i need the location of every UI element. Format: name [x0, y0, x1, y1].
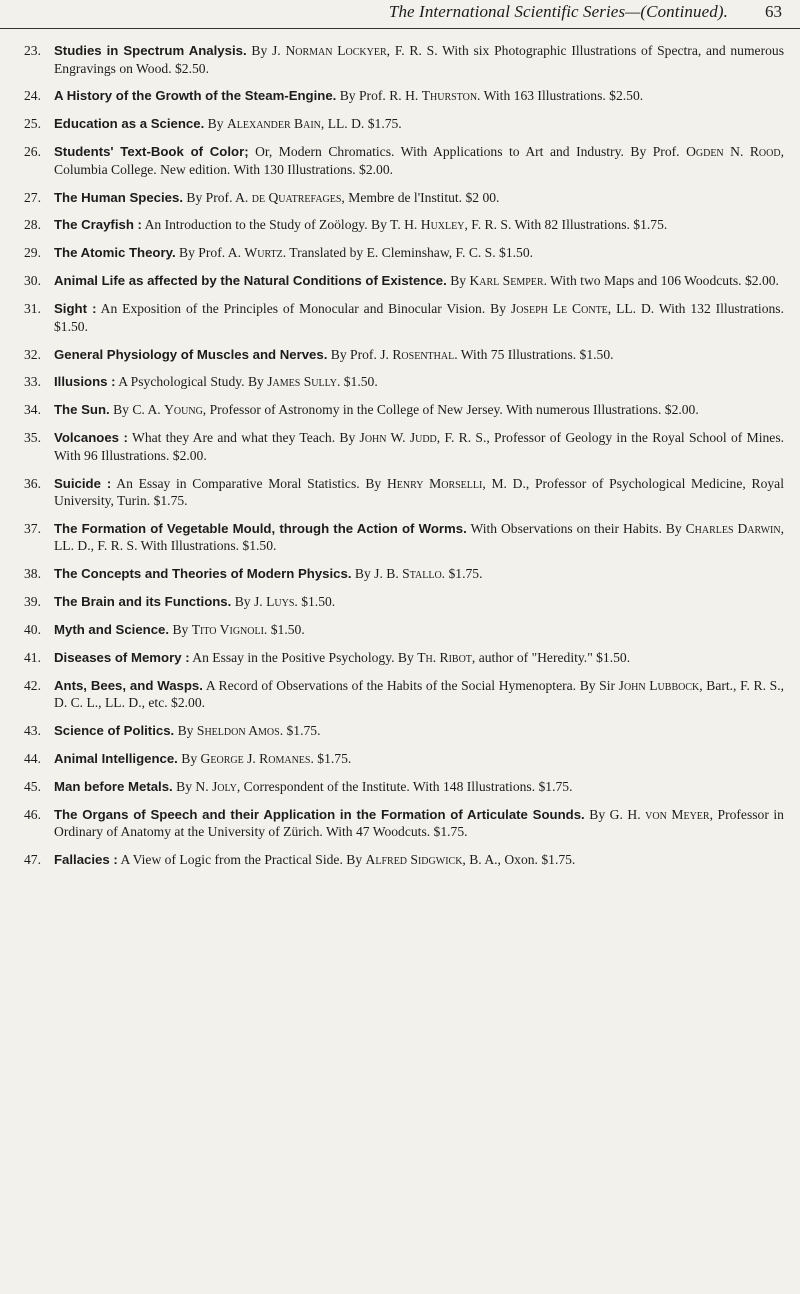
entry-description: By — [177, 723, 194, 739]
entry-description: A Psychological Study. By — [118, 374, 264, 390]
entry-author: J. Norman Lockyer, — [272, 43, 391, 58]
entry-details: $1.75. — [286, 723, 321, 739]
entry-description: An Exposition of the Principles of Monocular and Binocular Vision. By — [100, 301, 507, 317]
book-entry — [24, 87, 784, 105]
entry-details: F. R. S. With six Photographic Illustrations of Spectra, and numerous Engravings on Wood. $2.50. — [54, 43, 784, 76]
entry-title: Diseases of Memory : — [54, 650, 190, 666]
entry-author: Ogden N. Rood, — [686, 144, 784, 160]
entry-author: Rosenthal. — [392, 346, 458, 362]
entry-details: With two Maps and 106 Woodcuts. $2.00. — [550, 273, 779, 289]
entry-description: With Observations on their Habits. By — [470, 520, 682, 536]
entry-number: 31. — [24, 301, 41, 317]
entry-number: 30. — [24, 273, 41, 289]
entry-number: 36. — [24, 475, 41, 491]
entry-description: By Prof. J. — [330, 346, 389, 362]
entry-description: Or, Modern Chromatics. With Applications to Art and Industry. By Prof. — [255, 144, 680, 160]
entry-details: LL. D., F. R. S. With Illustrations. $1.50. — [54, 538, 277, 554]
entry-number: 34. — [24, 402, 41, 418]
entry-number: 46. — [24, 806, 41, 822]
entry-title: The Brain and its Functions. — [54, 594, 232, 610]
book-entry — [24, 649, 784, 667]
book-entry — [24, 520, 784, 555]
entry-number: 45. — [24, 779, 41, 795]
book-entry — [24, 143, 784, 178]
entry-number: 24. — [24, 88, 41, 104]
book-entry — [24, 346, 784, 364]
entry-description: An Introduction to the Study of Zoölogy. By T. H. — [144, 217, 418, 233]
entry-number: 47. — [24, 852, 41, 868]
entry-title: Studies in Spectrum Analysis. — [54, 43, 247, 58]
book-entry — [24, 300, 784, 335]
entry-details: author of "Heredity." $1.50. — [478, 650, 631, 666]
entry-title: Myth and Science. — [54, 622, 170, 638]
entry-details: M. D., Professor of Psychological Medicine, Royal University, Turin. $1.75. — [54, 475, 784, 509]
entry-description: What they Are and what they Teach. By — [132, 430, 356, 446]
entry-number: 27. — [24, 189, 41, 205]
entry-title: Man before Metals. — [54, 779, 173, 795]
entry-number: 35. — [24, 430, 41, 446]
entry-description: By J. B. — [354, 566, 399, 582]
book-entry — [24, 401, 784, 419]
running-header — [0, 0, 800, 29]
book-entry — [24, 42, 784, 77]
entry-title: Ants, Bees, and Wasps. — [54, 677, 203, 693]
entry-author: Karl Semper. — [469, 273, 547, 289]
entry-author: John W. Judd, — [359, 430, 441, 446]
entry-description: By Prof. R. H. — [339, 88, 419, 104]
entry-author: John Lubbock, — [618, 677, 703, 693]
entry-details: With 75 Illustrations. $1.50. — [460, 346, 614, 362]
entry-author: Thurston. — [421, 88, 481, 104]
entry-number: 33. — [24, 374, 41, 390]
entry-title: General Physiology of Muscles and Nerves. — [54, 346, 328, 362]
entry-description: By Prof. A. — [186, 189, 249, 205]
entry-details: LL. D. $1.75. — [327, 116, 402, 132]
book-entry — [24, 778, 784, 796]
entry-author: Alexander Bain, — [226, 116, 325, 132]
book-entry — [24, 593, 784, 611]
entry-title: Illusions : — [54, 374, 116, 390]
entry-number: 32. — [24, 346, 41, 362]
entry-description: By J. — [234, 594, 263, 610]
book-entry — [24, 621, 784, 639]
book-entry — [24, 272, 784, 290]
book-entry — [24, 115, 784, 133]
entry-details: F. R. S. With 82 Illustrations. $1.75. — [471, 217, 668, 233]
book-entry — [24, 475, 784, 510]
entry-author: Huxley, — [420, 217, 468, 233]
entry-details: F. R. S., Professor of Geology in the Royal School of Mines. With 96 Illustrations. $2.00. — [54, 430, 785, 463]
entry-author: James Sully. — [267, 374, 341, 390]
entry-author: Henry Morselli, — [386, 475, 486, 491]
book-entry — [24, 722, 784, 740]
entry-author: Wurtz. — [244, 245, 287, 261]
book-entry — [24, 750, 784, 768]
entry-author: Th. Ribot, — [417, 650, 476, 666]
entry-number: 38. — [24, 566, 41, 582]
entry-details: Professor of Astronomy in the College of New Jersey. With numerous Illustrations. $2.00. — [209, 402, 699, 418]
entry-details: Correspondent of the Institute. With 148 Illustrations. $1.75. — [243, 779, 573, 795]
entry-title: The Organs of Speech and their Application in the Formation of Articulate Sounds. — [54, 806, 585, 822]
entry-title: Students' Text-Book of Color; — [54, 144, 249, 160]
entry-number: 43. — [24, 723, 41, 739]
entry-title: Volcanoes : — [54, 430, 128, 446]
book-entry — [24, 216, 784, 234]
entry-number: 29. — [24, 245, 41, 261]
book-entry — [24, 565, 784, 583]
entry-number: 23. — [24, 43, 41, 58]
entry-number: 28. — [24, 217, 41, 233]
entry-description: By — [181, 751, 198, 767]
entry-number: 39. — [24, 594, 41, 610]
book-entry — [24, 806, 784, 841]
entry-description: By G. H. — [589, 806, 641, 822]
entry-title: Sight : — [54, 301, 97, 317]
entry-details: $1.50. — [343, 374, 378, 390]
entry-title: Science of Politics. — [54, 723, 175, 739]
entry-title: The Human Species. — [54, 189, 183, 205]
book-entry — [24, 189, 784, 207]
entry-number: 42. — [24, 677, 41, 693]
entry-details: Translated by E. Cleminshaw, F. C. S. $1.50. — [289, 245, 534, 261]
entry-title: Animal Intelligence. — [54, 751, 178, 767]
page-number: 63 — [765, 2, 782, 21]
entry-number: 26. — [24, 144, 41, 160]
entry-author: Joly, — [212, 779, 241, 795]
entry-title: The Crayfish : — [54, 217, 142, 233]
entry-author: Tito Vignoli. — [191, 622, 268, 638]
entry-author: Alfred Sidgwick, — [365, 852, 466, 868]
entry-description: A Record of Observations of the Habits of the Social Hymenoptera. By Sir — [205, 677, 616, 693]
entry-details: $1.75. — [317, 751, 352, 767]
entry-details: With 163 Illustrations. $2.50. — [483, 88, 644, 104]
entry-number: 25. — [24, 116, 41, 132]
entry-number: 37. — [24, 520, 41, 536]
entry-title: A History of the Growth of the Steam-Engine. — [54, 88, 337, 104]
entry-description: An Essay in Comparative Moral Statistics. By — [116, 475, 382, 491]
entry-number: 44. — [24, 751, 41, 767]
entry-details: Bart., F. R. S., D. C. L., LL. D., etc. $2.00. — [54, 677, 784, 711]
entry-author: Stallo. — [402, 566, 446, 582]
entry-author: von Meyer, — [645, 806, 713, 822]
entry-author: Young, — [164, 402, 207, 418]
entry-author: George J. Romanes. — [200, 751, 314, 767]
entry-description: By C. A. — [113, 402, 161, 418]
entry-author: Charles Darwin, — [685, 520, 785, 536]
running-title: The International Scientific Series—(Continued). — [388, 2, 728, 21]
book-entry — [24, 373, 784, 391]
entry-description: By Prof. A. — [179, 245, 241, 261]
book-list — [24, 42, 784, 879]
entry-title: The Sun. — [54, 402, 110, 418]
entry-description: An Essay in the Positive Psychology. By — [192, 650, 414, 666]
entry-author: Luys. — [266, 594, 298, 610]
entry-details: Professor in Ordinary of Anatomy at the University of Zürich. With 47 Woodcuts. $1.75. — [54, 806, 784, 840]
entry-title: The Atomic Theory. — [54, 245, 176, 261]
book-entry — [24, 244, 784, 262]
book-entry — [24, 851, 784, 869]
entry-description: By N. — [176, 779, 209, 795]
entry-details: B. A., Oxon. $1.75. — [469, 852, 576, 868]
book-entry — [24, 429, 784, 464]
entry-details: $1.50. — [270, 622, 305, 638]
entry-number: 40. — [24, 622, 41, 638]
entry-description: By — [251, 43, 268, 58]
entry-title: Animal Life as affected by the Natural Conditions of Existence. — [54, 273, 447, 289]
entry-number: 41. — [24, 650, 41, 666]
entry-description: By — [207, 116, 224, 132]
entry-details: $1.75. — [448, 566, 483, 582]
entry-details: Columbia College. New edition. With 130 Illustrations. $2.00. — [54, 161, 394, 177]
entry-author: de Quatrefages, — [251, 189, 345, 205]
entry-title: The Formation of Vegetable Mould, through the Action of Worms. — [54, 520, 467, 536]
entry-title: Fallacies : — [54, 852, 118, 868]
entry-description: A View of Logic from the Practical Side. By — [120, 852, 363, 868]
entry-details: Membre de l'Institut. $2 00. — [348, 189, 500, 205]
entry-details: $1.50. — [301, 594, 336, 610]
book-entry — [24, 677, 784, 712]
entry-author: Sheldon Amos. — [196, 723, 284, 739]
entry-description: By — [172, 622, 189, 638]
entry-title: The Concepts and Theories of Modern Physics. — [54, 566, 352, 582]
entry-details: LL. D. With 132 Illustrations. $1.50. — [54, 301, 784, 334]
entry-title: Suicide : — [54, 475, 112, 491]
entry-author: Joseph Le Conte, — [510, 301, 612, 317]
entry-description: By — [450, 273, 467, 289]
entry-title: Education as a Science. — [54, 116, 205, 132]
